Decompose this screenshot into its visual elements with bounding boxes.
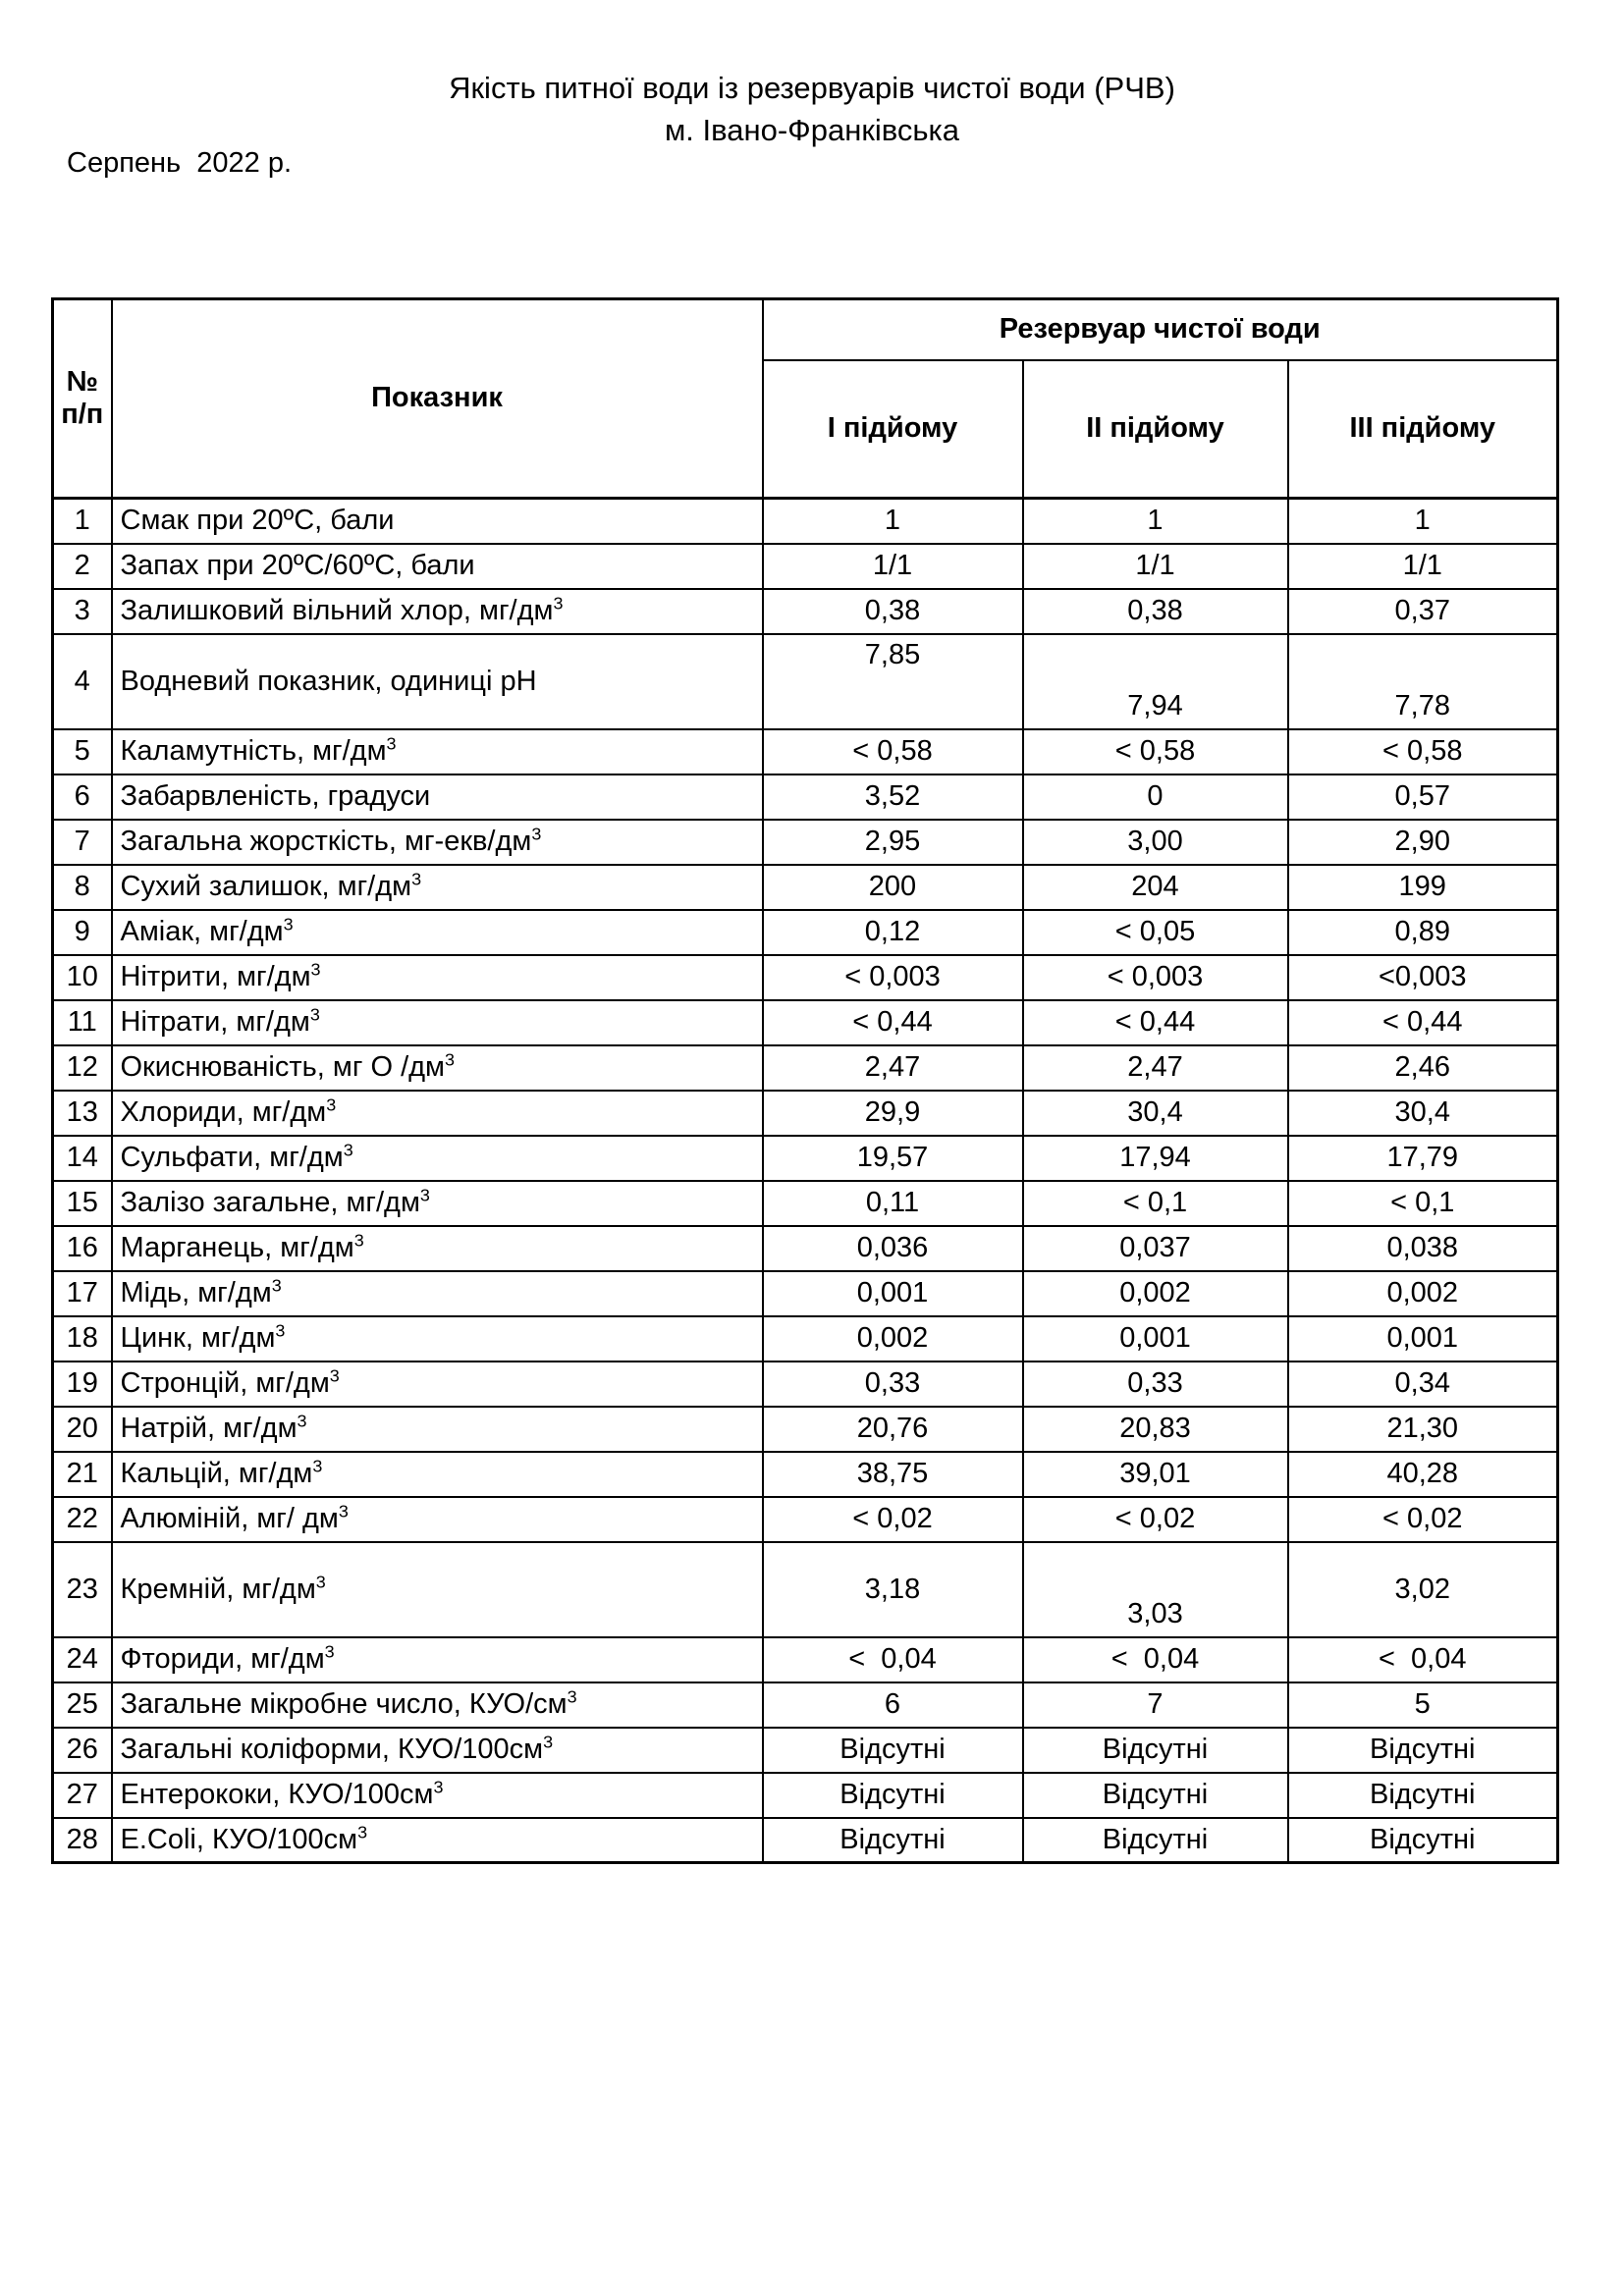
value-cell: 2,47 <box>763 1045 1023 1091</box>
value-cell: 0,33 <box>1023 1362 1288 1407</box>
value-cell: Відсутні <box>1023 1818 1288 1863</box>
column-header-rise-1: І підйому <box>763 360 1023 499</box>
value-cell: 20,83 <box>1023 1407 1288 1452</box>
unit-superscript: 3 <box>386 733 397 754</box>
value-cell: < 0,1 <box>1288 1181 1558 1226</box>
indicator-label: Загальне мікробне число, КУО/см <box>120 1688 568 1720</box>
value-cell: 7,78 <box>1288 634 1558 729</box>
row-number: 14 <box>53 1136 112 1181</box>
report-period: Серпень 2022 р. <box>67 147 293 179</box>
value-cell: 0,38 <box>1023 589 1288 634</box>
value-cell: 204 <box>1023 865 1288 910</box>
indicator-label: Нітрити, мг/дм <box>120 961 311 992</box>
table-row <box>53 544 1558 589</box>
value-cell: 0,002 <box>1023 1271 1288 1316</box>
value-cell: Відсутні <box>763 1818 1023 1863</box>
table-row <box>53 865 1558 910</box>
indicator-name <box>112 499 763 544</box>
indicator-name <box>112 1271 763 1316</box>
column-header-number: № п/п <box>53 299 112 499</box>
row-number: 3 <box>53 589 112 634</box>
value-cell: <0,003 <box>1288 955 1558 1000</box>
table-row <box>53 820 1558 865</box>
table-row <box>53 1091 1558 1136</box>
table-row <box>53 1362 1558 1407</box>
table-row <box>53 955 1558 1000</box>
value-cell: 1 <box>1023 499 1288 544</box>
indicator-name <box>112 1637 763 1682</box>
row-number: 7 <box>53 820 112 865</box>
value-cell: 0,12 <box>763 910 1023 955</box>
indicator-label: Каламутність, мг/дм <box>120 735 387 767</box>
indicator-label: E.Coli, КУО/100см <box>120 1823 358 1855</box>
row-number: 26 <box>53 1728 112 1773</box>
indicator-name <box>112 1773 763 1818</box>
value-cell: 21,30 <box>1288 1407 1558 1452</box>
unit-superscript: 3 <box>275 1320 286 1341</box>
value-cell: 0,037 <box>1023 1226 1288 1271</box>
indicator-label: Смак при 20ºС, бали <box>120 505 395 537</box>
row-number: 9 <box>53 910 112 955</box>
value-cell: 2,90 <box>1288 820 1558 865</box>
row-number: 6 <box>53 774 112 820</box>
value-cell: Відсутні <box>1023 1773 1288 1818</box>
table-row <box>53 1045 1558 1091</box>
unit-superscript: 3 <box>357 1822 368 1842</box>
value-cell: 0,001 <box>763 1271 1023 1316</box>
indicator-name <box>112 820 763 865</box>
value-cell: < 0,02 <box>1023 1497 1288 1542</box>
value-cell: 17,79 <box>1288 1136 1558 1181</box>
value-cell: 29,9 <box>763 1091 1023 1136</box>
table-row <box>53 589 1558 634</box>
unit-superscript: 3 <box>444 1049 455 1070</box>
unit-superscript: 3 <box>543 1732 554 1752</box>
indicator-label: Аміак, мг/дм <box>120 916 284 947</box>
value-cell: Відсутні <box>763 1773 1023 1818</box>
value-cell: Відсутні <box>763 1728 1023 1773</box>
table-row <box>53 1637 1558 1682</box>
column-header-rise-3: ІІІ підйому <box>1288 360 1558 499</box>
unit-superscript: 3 <box>312 1456 323 1476</box>
unit-superscript: 3 <box>353 1230 364 1251</box>
value-cell: 0,002 <box>763 1316 1023 1362</box>
indicator-name <box>112 1045 763 1091</box>
row-number: 15 <box>53 1181 112 1226</box>
table-row <box>53 774 1558 820</box>
value-cell: 6 <box>763 1682 1023 1728</box>
indicator-name <box>112 1542 763 1637</box>
row-number: 23 <box>53 1542 112 1637</box>
table-row <box>53 1542 1558 1637</box>
indicator-name <box>112 1407 763 1452</box>
value-cell: < 0,58 <box>1023 729 1288 774</box>
value-cell: 0,038 <box>1288 1226 1558 1271</box>
table-row <box>53 1682 1558 1728</box>
value-cell: 20,76 <box>763 1407 1023 1452</box>
indicator-label: Стронцій, мг/дм <box>120 1367 330 1399</box>
value-cell: 7,94 <box>1023 634 1288 729</box>
indicator-name <box>112 589 763 634</box>
value-cell: 2,47 <box>1023 1045 1288 1091</box>
row-number: 21 <box>53 1452 112 1497</box>
indicator-label: Кремній, мг/дм <box>120 1573 316 1605</box>
page-title-line1: Якість питної води із резервуарів чистої води (РЧВ) <box>449 71 1175 105</box>
row-number: 25 <box>53 1682 112 1728</box>
indicator-name <box>112 910 763 955</box>
value-cell: < 0,44 <box>1023 1000 1288 1045</box>
indicator-name <box>112 774 763 820</box>
table-row <box>53 1226 1558 1271</box>
indicator-name <box>112 1000 763 1045</box>
value-cell: < 0,04 <box>1288 1637 1558 1682</box>
unit-superscript: 3 <box>411 869 422 889</box>
value-cell: 0 <box>1023 774 1288 820</box>
row-number: 12 <box>53 1045 112 1091</box>
indicator-name <box>112 1497 763 1542</box>
value-cell: 0,37 <box>1288 589 1558 634</box>
value-cell: < 0,003 <box>1023 955 1288 1000</box>
value-cell: 5 <box>1288 1682 1558 1728</box>
table-row <box>53 1000 1558 1045</box>
row-number: 10 <box>53 955 112 1000</box>
row-number: 16 <box>53 1226 112 1271</box>
value-cell: Відсутні <box>1023 1728 1288 1773</box>
indicator-label: Ентерококи, КУО/100см <box>120 1779 434 1810</box>
table-row <box>53 1271 1558 1316</box>
value-cell: 1/1 <box>1288 544 1558 589</box>
unit-superscript: 3 <box>343 1140 353 1160</box>
value-cell: < 0,04 <box>763 1637 1023 1682</box>
indicator-label: Водневий показник, одиниці рН <box>120 665 537 697</box>
indicator-name <box>112 544 763 589</box>
unit-superscript: 3 <box>283 914 294 934</box>
value-cell: 0,34 <box>1288 1362 1558 1407</box>
row-number: 5 <box>53 729 112 774</box>
indicator-name <box>112 1818 763 1863</box>
indicator-label: Мідь, мг/дм <box>120 1277 272 1308</box>
indicator-label: Запах при 20ºС/60ºС, бали <box>120 550 475 581</box>
table-row <box>53 1818 1558 1863</box>
table-row <box>53 1497 1558 1542</box>
table-row <box>53 1773 1558 1818</box>
indicator-name <box>112 729 763 774</box>
indicator-name <box>112 1226 763 1271</box>
unit-superscript: 3 <box>315 1571 326 1591</box>
value-cell: 0,11 <box>763 1181 1023 1226</box>
table-body <box>53 499 1558 1863</box>
value-cell: < 0,1 <box>1023 1181 1288 1226</box>
indicator-name <box>112 1316 763 1362</box>
value-cell: 1 <box>1288 499 1558 544</box>
indicator-label: Кальцій, мг/дм <box>120 1458 313 1489</box>
unit-superscript: 3 <box>324 1641 335 1662</box>
indicator-label: Марганець, мг/дм <box>120 1232 354 1263</box>
indicator-label: Окиснюваність, мг О /дм <box>120 1051 445 1083</box>
value-cell: 2,46 <box>1288 1045 1558 1091</box>
unit-superscript: 3 <box>531 824 542 844</box>
unit-superscript: 3 <box>297 1411 307 1431</box>
column-header-indicator: Показник <box>112 299 763 499</box>
value-cell: 7,85 <box>763 634 1023 729</box>
unit-superscript: 3 <box>419 1185 430 1205</box>
row-number: 27 <box>53 1773 112 1818</box>
table-row <box>53 1316 1558 1362</box>
indicator-label: Нітрати, мг/дм <box>120 1006 310 1038</box>
row-number: 20 <box>53 1407 112 1452</box>
group-header-row <box>53 299 1558 361</box>
row-number: 8 <box>53 865 112 910</box>
value-cell: 39,01 <box>1023 1452 1288 1497</box>
indicator-name <box>112 1091 763 1136</box>
value-cell: 3,02 <box>1288 1542 1558 1637</box>
value-cell: < 0,05 <box>1023 910 1288 955</box>
indicator-label: Сульфати, мг/дм <box>120 1142 344 1173</box>
indicator-label: Хлориди, мг/дм <box>120 1096 327 1128</box>
unit-superscript: 3 <box>309 1004 320 1025</box>
value-cell: Відсутні <box>1288 1728 1558 1773</box>
indicator-label: Цинк, мг/дм <box>120 1322 276 1354</box>
indicator-name <box>112 1362 763 1407</box>
page-title <box>0 67 1624 152</box>
value-cell: 0,036 <box>763 1226 1023 1271</box>
row-number: 11 <box>53 1000 112 1045</box>
page-title-line2: м. Івано-Франківська <box>664 113 960 148</box>
value-cell: < 0,58 <box>763 729 1023 774</box>
row-number: 19 <box>53 1362 112 1407</box>
value-cell: 200 <box>763 865 1023 910</box>
value-cell: 30,4 <box>1023 1091 1288 1136</box>
value-cell: 3,00 <box>1023 820 1288 865</box>
row-number: 18 <box>53 1316 112 1362</box>
indicator-label: Загальні коліформи, КУО/100см <box>120 1734 544 1765</box>
value-cell: 0,89 <box>1288 910 1558 955</box>
value-cell: 40,28 <box>1288 1452 1558 1497</box>
unit-superscript: 3 <box>310 959 321 980</box>
row-number: 17 <box>53 1271 112 1316</box>
value-cell: 1/1 <box>763 544 1023 589</box>
value-cell: < 0,04 <box>1023 1637 1288 1682</box>
table-row <box>53 499 1558 544</box>
unit-superscript: 3 <box>338 1501 349 1522</box>
table-row <box>53 1136 1558 1181</box>
value-cell: 17,94 <box>1023 1136 1288 1181</box>
value-cell: 3,52 <box>763 774 1023 820</box>
row-number: 2 <box>53 544 112 589</box>
indicator-name <box>112 634 763 729</box>
value-cell: 0,38 <box>763 589 1023 634</box>
unit-superscript: 3 <box>433 1777 444 1797</box>
row-number: 24 <box>53 1637 112 1682</box>
indicator-label: Алюміній, мг/ дм <box>120 1503 339 1534</box>
unit-superscript: 3 <box>326 1095 337 1115</box>
unit-superscript: 3 <box>553 593 564 614</box>
indicator-name <box>112 1728 763 1773</box>
indicator-label: Забарвленість, градуси <box>120 780 431 812</box>
indicator-label: Сухий залишок, мг/дм <box>120 871 412 902</box>
indicator-name <box>112 955 763 1000</box>
value-cell: 0,33 <box>763 1362 1023 1407</box>
table-row <box>53 1728 1558 1773</box>
table-row <box>53 729 1558 774</box>
unit-superscript: 3 <box>329 1365 340 1386</box>
table-row <box>53 910 1558 955</box>
value-cell: 0,001 <box>1288 1316 1558 1362</box>
indicator-label: Залізо загальне, мг/дм <box>120 1187 420 1218</box>
table-row <box>53 1181 1558 1226</box>
row-number: 1 <box>53 499 112 544</box>
unit-superscript: 3 <box>271 1275 282 1296</box>
value-cell: < 0,44 <box>763 1000 1023 1045</box>
unit-superscript: 3 <box>567 1686 577 1707</box>
row-number: 4 <box>53 634 112 729</box>
value-cell: 7 <box>1023 1682 1288 1728</box>
value-cell: < 0,003 <box>763 955 1023 1000</box>
value-cell: 199 <box>1288 865 1558 910</box>
value-cell: 1 <box>763 499 1023 544</box>
indicator-label: Натрій, мг/дм <box>120 1413 298 1444</box>
value-cell: 0,57 <box>1288 774 1558 820</box>
value-cell: < 0,44 <box>1288 1000 1558 1045</box>
indicator-name <box>112 1136 763 1181</box>
value-cell: < 0,02 <box>763 1497 1023 1542</box>
indicator-name <box>112 1181 763 1226</box>
indicator-label: Загальна жорсткість, мг-екв/дм <box>120 826 532 857</box>
indicator-name <box>112 1452 763 1497</box>
value-cell: 0,002 <box>1288 1271 1558 1316</box>
row-number: 13 <box>53 1091 112 1136</box>
table-header <box>53 299 1558 499</box>
table-row <box>53 1407 1558 1452</box>
indicator-label: Фториди, мг/дм <box>120 1643 325 1675</box>
value-cell: 38,75 <box>763 1452 1023 1497</box>
row-number: 28 <box>53 1818 112 1863</box>
value-cell: Відсутні <box>1288 1818 1558 1863</box>
value-cell: 3,18 <box>763 1542 1023 1637</box>
water-quality-table <box>51 297 1559 1864</box>
indicator-name <box>112 865 763 910</box>
column-header-rise-2: ІІ підйому <box>1023 360 1288 499</box>
column-header-reservoir-group: Резервуар чистої води <box>763 299 1558 361</box>
value-cell: 2,95 <box>763 820 1023 865</box>
indicator-label: Залишковий вільний хлор, мг/дм <box>120 595 554 626</box>
value-cell: 1/1 <box>1023 544 1288 589</box>
table-row <box>53 1452 1558 1497</box>
value-cell: 0,001 <box>1023 1316 1288 1362</box>
value-cell: < 0,02 <box>1288 1497 1558 1542</box>
row-number: 22 <box>53 1497 112 1542</box>
value-cell: 3,03 <box>1023 1542 1288 1637</box>
value-cell: 30,4 <box>1288 1091 1558 1136</box>
table-row <box>53 634 1558 729</box>
indicator-name <box>112 1682 763 1728</box>
value-cell: < 0,58 <box>1288 729 1558 774</box>
value-cell: Відсутні <box>1288 1773 1558 1818</box>
value-cell: 19,57 <box>763 1136 1023 1181</box>
